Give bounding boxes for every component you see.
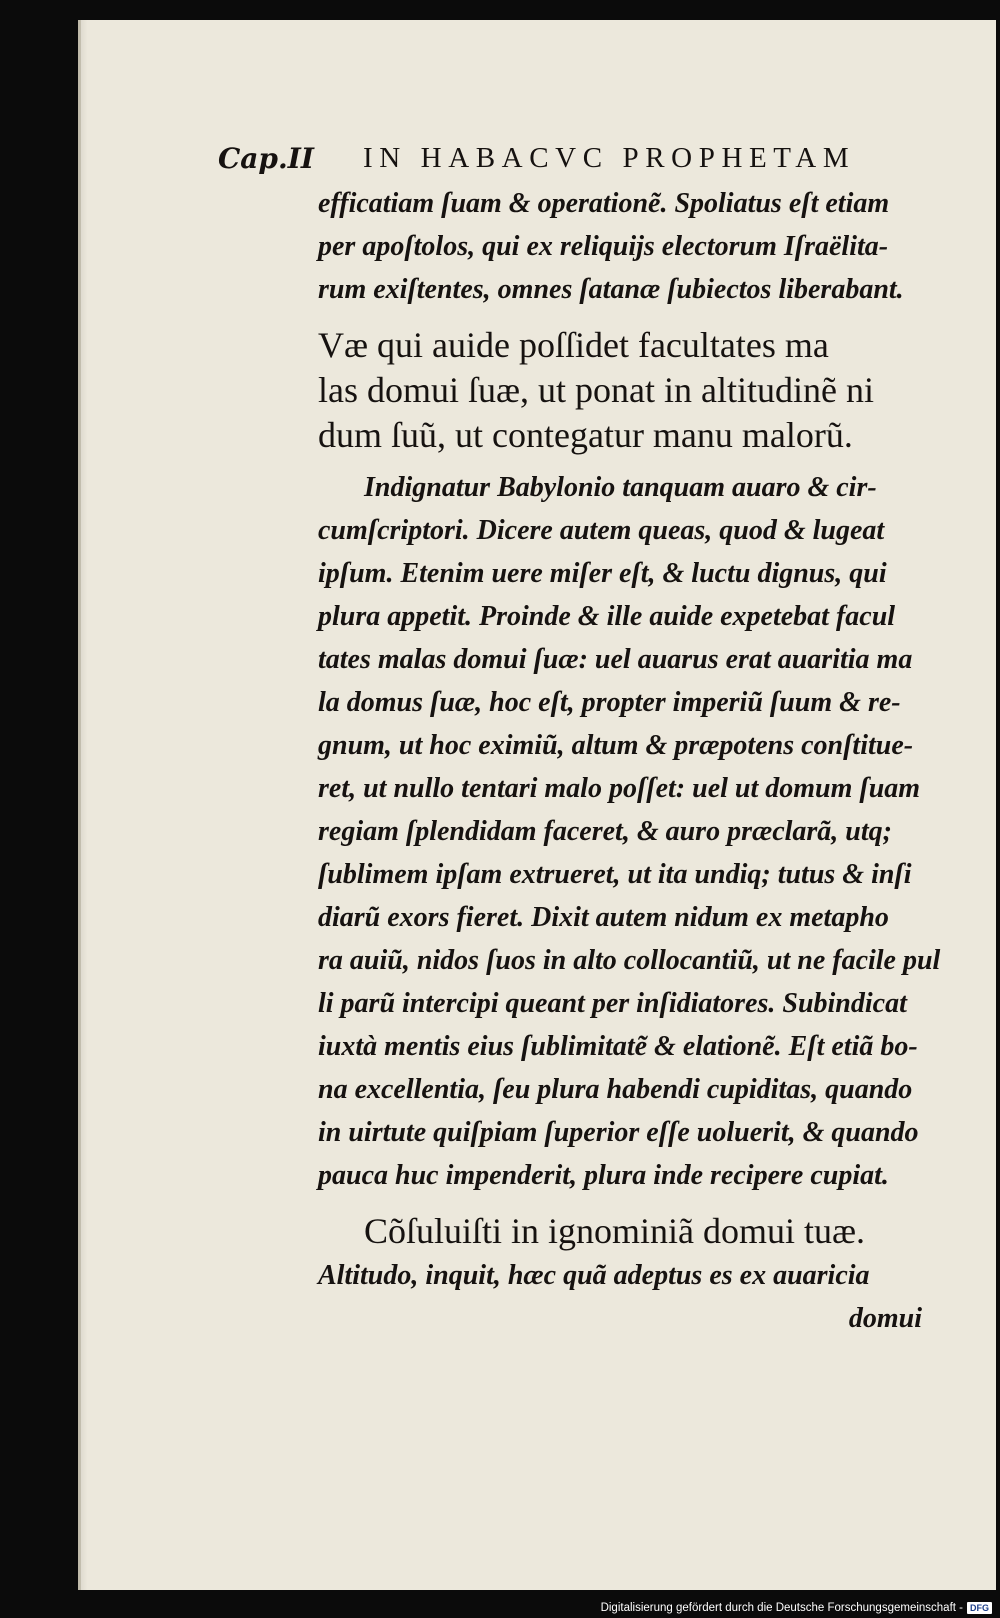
dfg-logo: DFG (967, 1602, 992, 1614)
text-line: la domus ſuæ, hoc eſt, propter imperiũ ſuum & re- (318, 687, 901, 718)
text-line: iuxtà mentis eius ſublimitatẽ & elationẽ. Eſt etiã bo- (318, 1031, 918, 1062)
text-line: Indignatur Babylonio tanquam auaro & cir- (364, 472, 877, 503)
text-line: li parũ intercipi queant per inſidiatores. Subindicat (318, 988, 907, 1019)
text-line: cumſcriptori. Dicere autem queas, quod & lugeat (318, 515, 885, 546)
main-text (318, 182, 941, 1340)
text-line: ipſum. Etenim uere miſer eſt, & luctu dignus, qui (318, 558, 887, 589)
text-line: efficatiam ſuam & operationẽ. Spoliatus eſt etiam (318, 188, 890, 219)
credit-text: Digitalisierung gefördert durch die Deutsche Forschungsgemeinschaft - (600, 1602, 963, 1614)
text-line: plura appetit. Proinde & ille auide expetebat facul (318, 601, 896, 632)
text-line: rum exiſtentes, omnes ſatanæ ſubiectos liberabant. (318, 274, 904, 305)
page-gutter-shadow (78, 20, 88, 1590)
lemma-line: Cõſuluiſti in ignominiã domui tuæ. (364, 1211, 866, 1251)
chapter-marker: Cap.II (218, 142, 314, 175)
text-line: ra auiũ, nidos ſuos in alto collocantiũ, ut ne facile pul (318, 945, 941, 976)
text-line: diarũ exors fieret. Dixit autem nidum ex metapho (318, 902, 889, 933)
text-line: in uirtute quiſpiam ſuperior eſſe uoluerit, & quando (318, 1117, 919, 1148)
text-line: ſublimem ipſam extrueret, ut ita undiq; tutus & inſi (318, 859, 912, 890)
lemma-line: Væ qui auide poſſidet facultates ma (318, 325, 829, 365)
lemma-line: dum ſuũ, ut contegatur manu malorũ. (318, 415, 853, 455)
text-line: na excellentia, ſeu plura habendi cupiditas, quando (318, 1074, 913, 1105)
page-header (218, 140, 905, 180)
running-title: IN HABACVC PROPHETAM (363, 142, 856, 174)
catchword: domui (848, 1303, 922, 1334)
text-line: regiam ſplendidam faceret, & auro præclarã, utq; (318, 816, 892, 847)
text-line: Altitudo, inquit, hæc quã adeptus es ex auaricia (318, 1260, 870, 1291)
digitization-credit (601, 1602, 992, 1614)
lemma-line: las domui ſuæ, ut ponat in altitudinẽ ni (318, 370, 874, 410)
text-line: tates malas domui ſuæ: uel auarus erat auaritia ma (318, 644, 913, 675)
text-line: per apoſtolos, qui ex reliquijs electorum Iſraëlita- (318, 231, 889, 262)
text-line: pauca huc impenderit, plura inde recipere cupiat. (318, 1160, 889, 1191)
text-line: ret, ut nullo tentari malo poſſet: uel ut domum ſuam (318, 773, 921, 804)
text-line: gnum, ut hoc eximiũ, altum & præpotens conſtitue- (318, 730, 914, 761)
